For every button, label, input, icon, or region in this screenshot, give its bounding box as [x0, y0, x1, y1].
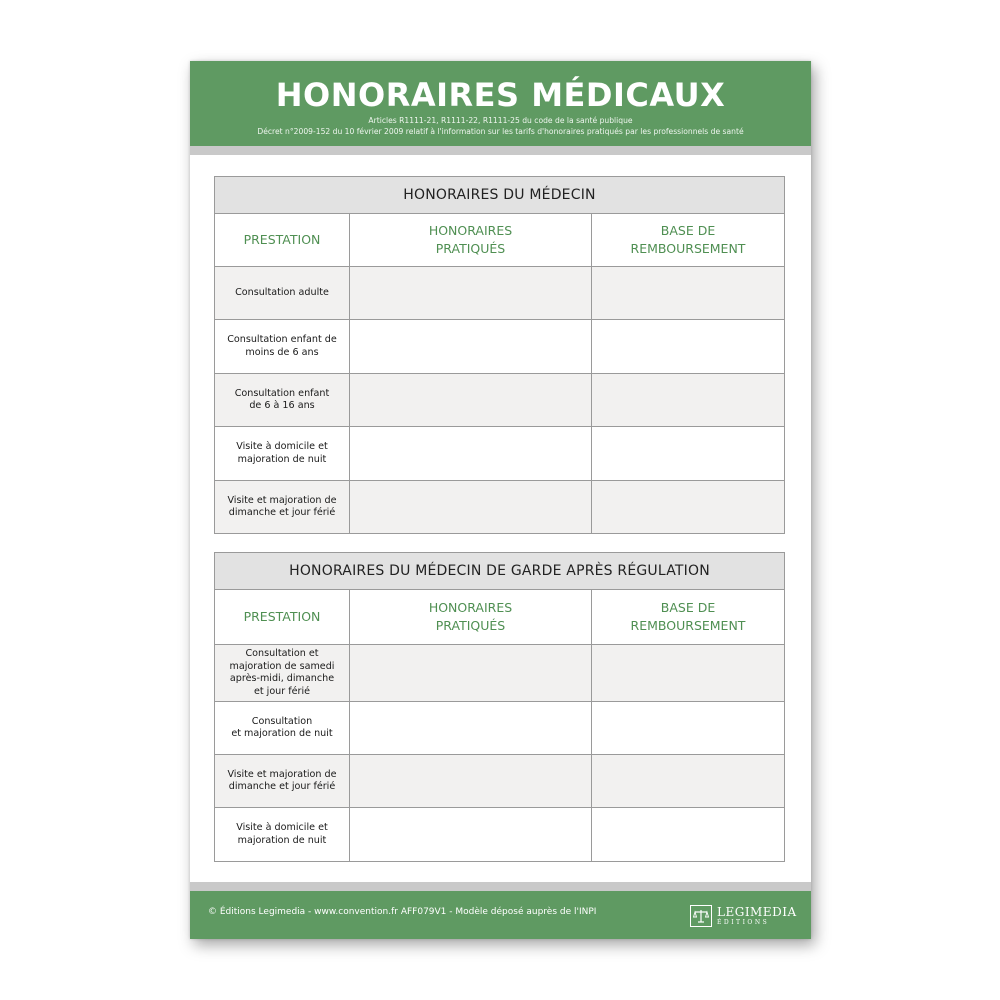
reimbursement-cell[interactable] — [592, 808, 784, 861]
reimbursement-cell[interactable] — [592, 374, 784, 426]
fees-cell[interactable] — [350, 755, 592, 807]
logo-tagline: ÉDITIONS — [717, 919, 770, 926]
reimbursement-cell[interactable] — [592, 481, 784, 533]
table-row — [215, 267, 784, 320]
table-row — [215, 645, 784, 702]
scales-icon — [690, 905, 712, 927]
reimbursement-cell[interactable] — [592, 755, 784, 807]
poster-subtitle-decree: Décret n°2009-152 du 10 février 2009 relatif à l'information sur les tarifs d'honoraires pratiqués par les professionnels de santé — [257, 127, 744, 136]
fees-cell[interactable] — [350, 267, 592, 319]
poster-footer — [190, 891, 811, 939]
reimbursement-cell[interactable] — [592, 645, 784, 701]
row-label: Visite à domicile et majoration de nuit — [215, 427, 350, 480]
column-header-reimbursement: BASE DE REMBOURSEMENT — [630, 600, 746, 633]
reimbursement-cell[interactable] — [592, 320, 784, 373]
row-label: Consultation adulte — [215, 267, 350, 319]
column-header-prestation: PRESTATION — [215, 590, 350, 644]
table-title: HONORAIRES DU MÉDECIN — [215, 177, 784, 214]
table-row — [215, 702, 784, 755]
column-header-reimbursement: BASE DE REMBOURSEMENT — [630, 223, 746, 256]
fees-table-on-call-doctor — [214, 552, 785, 862]
row-label: Visite à domicile et majoration de nuit — [215, 808, 350, 861]
reimbursement-cell[interactable] — [592, 267, 784, 319]
poster-header — [190, 61, 811, 146]
poster-subtitle-articles: Articles R1111-21, R1111-22, R1111-25 du code de la santé publique — [368, 116, 633, 125]
fees-cell[interactable] — [350, 374, 592, 426]
header-divider — [190, 146, 811, 155]
row-label: Consultation enfant de 6 à 16 ans — [215, 374, 350, 426]
row-label: Consultation et majoration de samedi après-midi, dimanche et jour férié — [215, 645, 350, 701]
row-label: Visite et majoration de dimanche et jour férié — [215, 755, 350, 807]
footer-divider — [190, 882, 811, 891]
table-row — [215, 427, 784, 481]
fees-cell[interactable] — [350, 481, 592, 533]
table-row — [215, 481, 784, 533]
row-label: Visite et majoration de dimanche et jour férié — [215, 481, 350, 533]
table-row — [215, 755, 784, 808]
row-label: Consultation enfant de moins de 6 ans — [215, 320, 350, 373]
column-header-prestation: PRESTATION — [215, 214, 350, 266]
fees-cell[interactable] — [350, 645, 592, 701]
notice-poster — [190, 61, 811, 939]
table-header-row — [215, 590, 784, 645]
reimbursement-cell[interactable] — [592, 427, 784, 480]
legimedia-logo — [690, 903, 800, 929]
fees-cell[interactable] — [350, 808, 592, 861]
row-label: Consultation et majoration de nuit — [215, 702, 350, 754]
column-header-fees: HONORAIRES PRATIQUÉS — [350, 590, 592, 644]
table-header-row — [215, 214, 784, 267]
table-title: HONORAIRES DU MÉDECIN DE GARDE APRÈS RÉGULATION — [215, 553, 784, 590]
fees-table-doctor — [214, 176, 785, 534]
table-row — [215, 374, 784, 427]
table-row — [215, 320, 784, 374]
fees-cell[interactable] — [350, 702, 592, 754]
fees-cell[interactable] — [350, 320, 592, 373]
reimbursement-cell[interactable] — [592, 702, 784, 754]
poster-title: HONORAIRES MÉDICAUX — [275, 76, 726, 114]
copyright-text: © Éditions Legimedia - www.convention.fr AFF079V1 - Modèle déposé auprès de l'INPI — [208, 907, 597, 917]
logo-name: LEGIMEDIA — [717, 905, 797, 919]
fees-cell[interactable] — [350, 427, 592, 480]
column-header-fees: HONORAIRES PRATIQUÉS — [350, 214, 592, 266]
table-row — [215, 808, 784, 861]
